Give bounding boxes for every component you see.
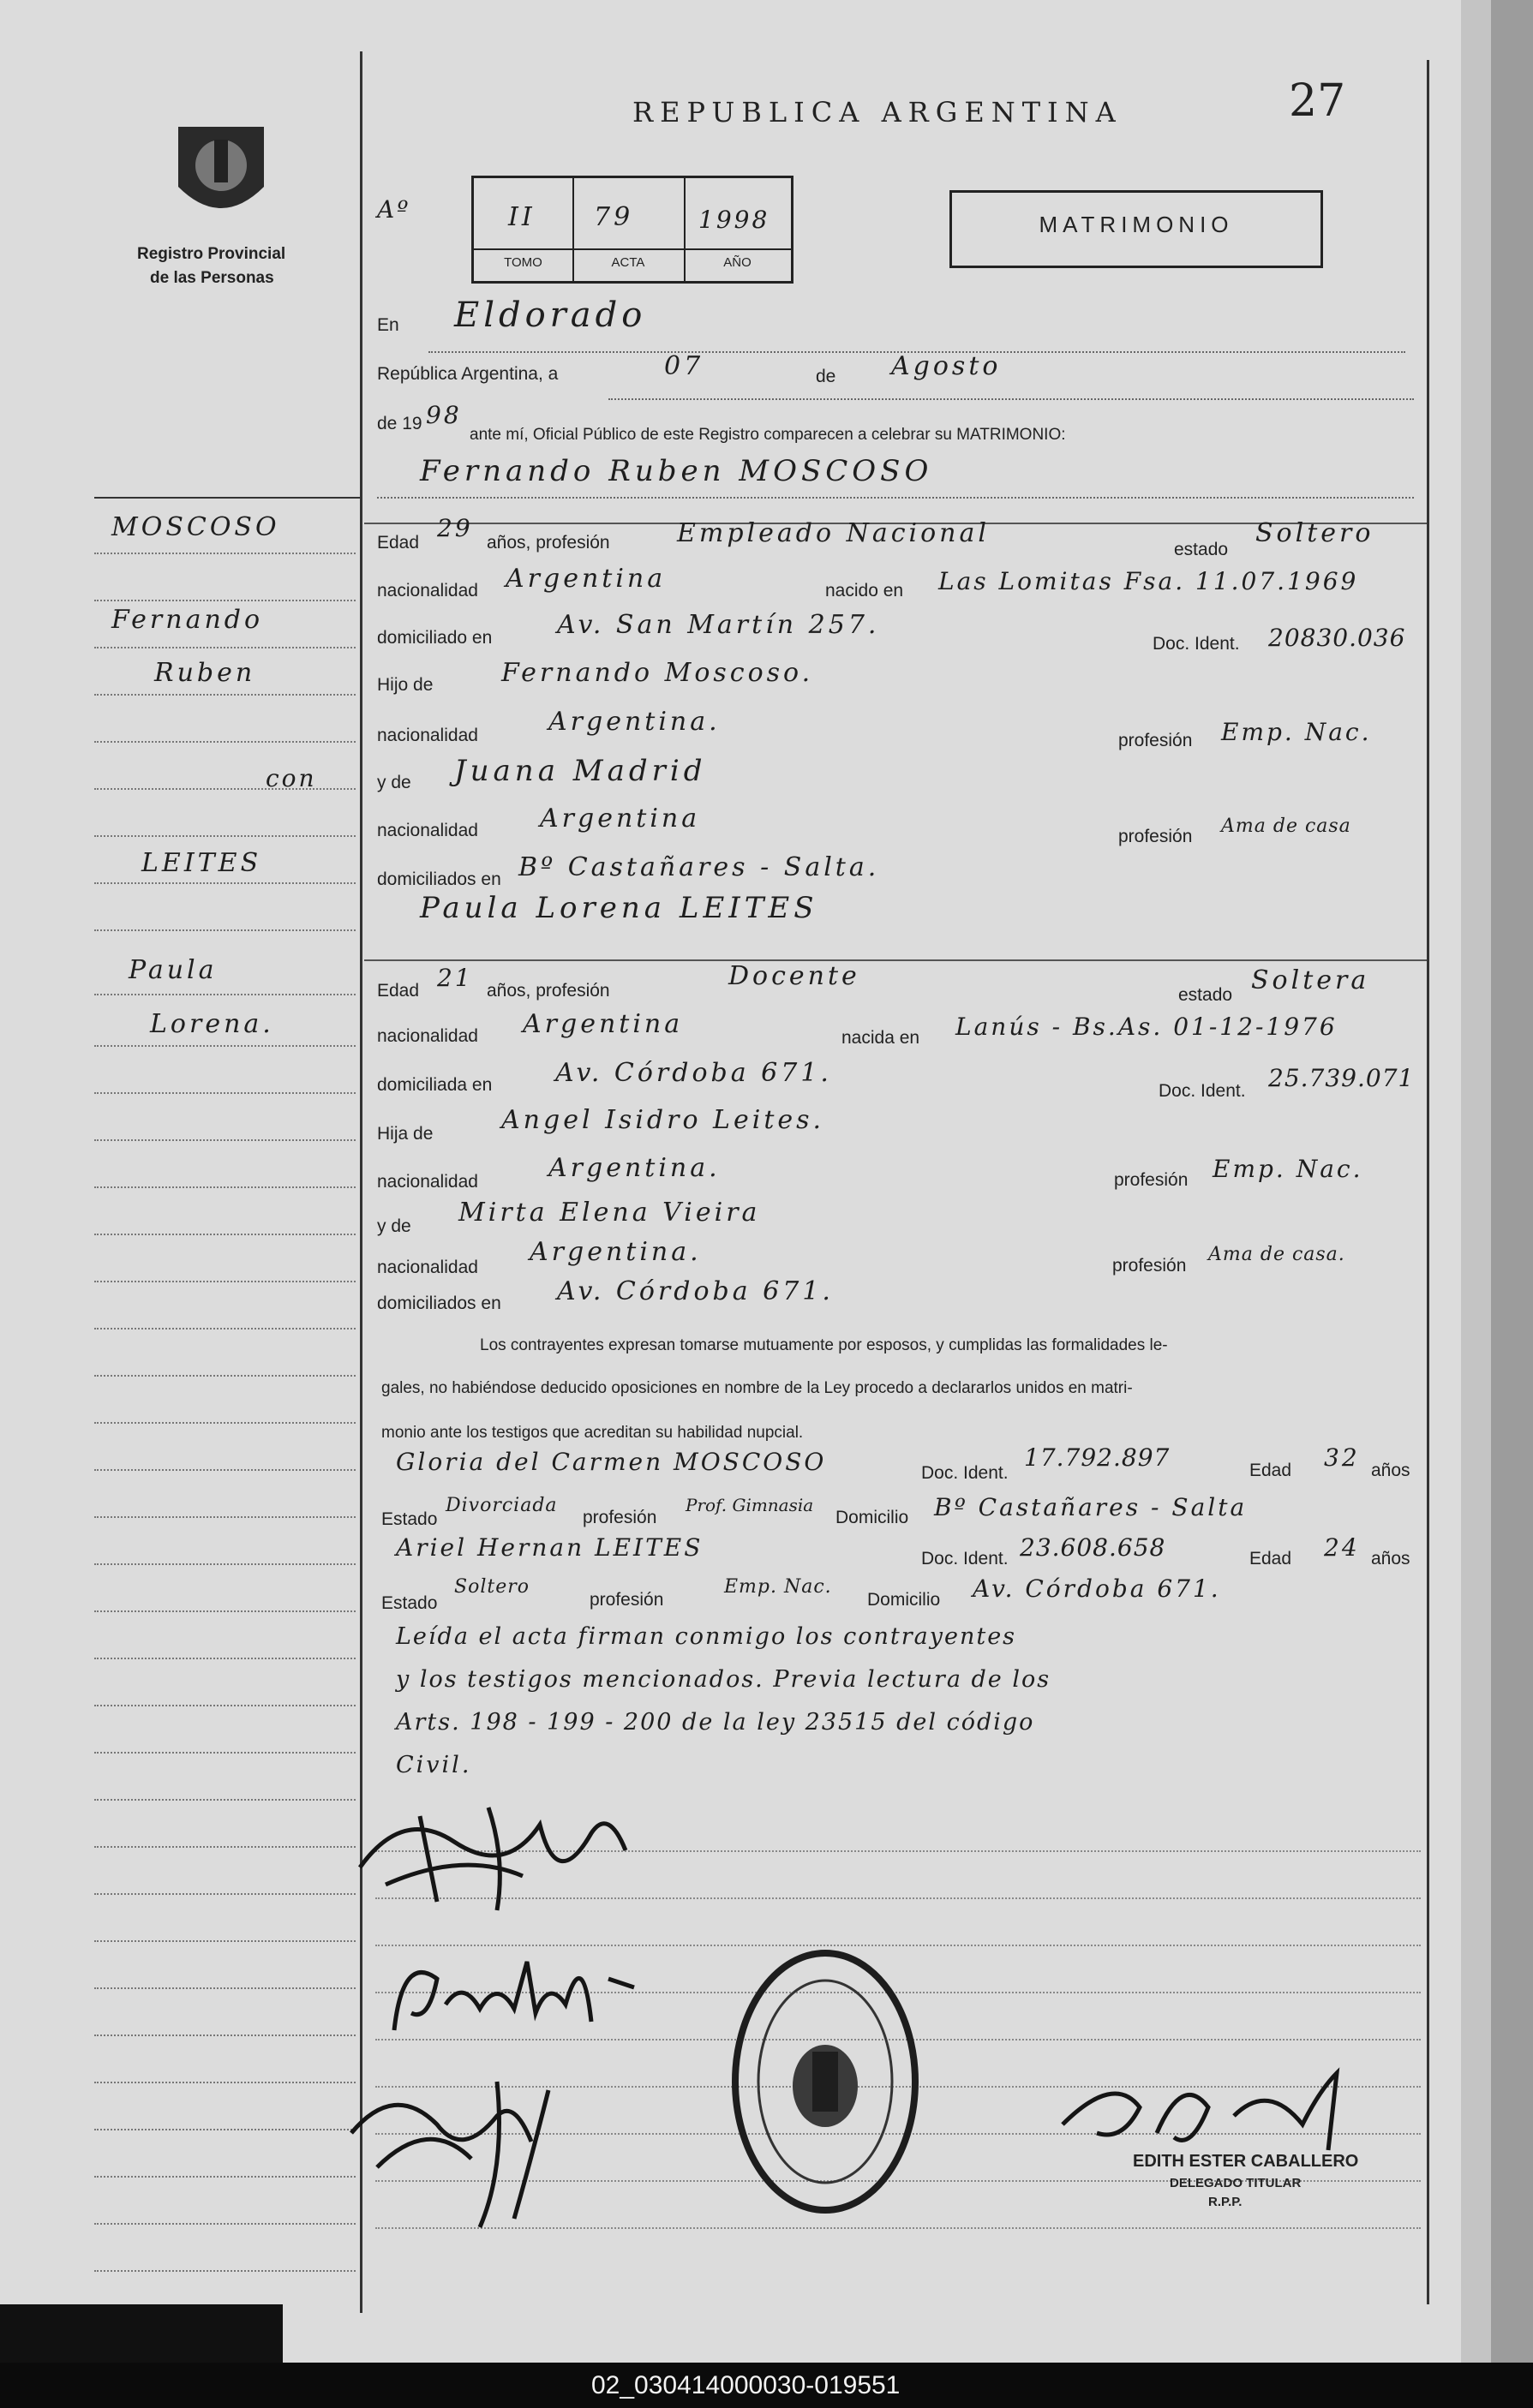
margin-con: con: [266, 764, 317, 792]
groom-estado: Soltero: [1255, 518, 1374, 548]
groom-label-nac-padre: nacionalidad: [377, 726, 478, 745]
witness1-name: Gloria del Carmen MOSCOSO: [396, 1448, 827, 1476]
witness1-label-estado: Estado: [381, 1509, 438, 1529]
year-suffix: 98: [426, 401, 462, 429]
tomo-label: TOMO: [504, 255, 542, 270]
acta-box: [471, 176, 793, 284]
bride-domicilio: Av. Córdoba 671.: [555, 1058, 832, 1088]
bride-profesion: Docente: [728, 961, 860, 991]
witness2-label-anos: años: [1371, 1549, 1410, 1568]
bride-nac-padre: Argentina.: [548, 1153, 721, 1183]
page-edge: [1461, 0, 1495, 2364]
groom-label-nacido: nacido en: [825, 581, 904, 601]
groom-nac-padre: Argentina.: [548, 707, 721, 737]
closing-line-2: y los testigos mencionados. Previa lectura de los: [396, 1666, 1051, 1693]
groom-doc: 20830.036: [1268, 624, 1406, 652]
signature-bride: [377, 1927, 651, 2064]
month: Agosto: [891, 351, 1002, 381]
ano-value: 1998: [698, 206, 770, 234]
official-seal-stamp: [727, 1940, 924, 2223]
groom-nac-madre: Argentina: [540, 804, 701, 834]
country-title: REPUBLICA ARGENTINA: [632, 96, 1123, 128]
page-number: 27: [1289, 75, 1346, 127]
groom-label-hijo: Hijo de: [377, 675, 434, 695]
groom-prof-padre: Emp. Nac.: [1221, 718, 1372, 746]
book-spine: [1491, 0, 1533, 2364]
label-republica: República Argentina, a: [377, 364, 559, 384]
bride-prof-madre: Ama de casa.: [1208, 1244, 1345, 1265]
witness2-domicilio: Av. Córdoba 671.: [973, 1574, 1221, 1603]
margin-rule: [360, 51, 362, 2313]
bride-label-estado: estado: [1178, 985, 1233, 1005]
margin-surname-2: LEITES: [141, 848, 262, 878]
groom-label-estado: estado: [1174, 540, 1229, 559]
right-rule: [1427, 60, 1429, 2304]
witness2-doc: 23.608.658: [1020, 1533, 1166, 1562]
groom-padre: Fernando Moscoso.: [501, 658, 814, 688]
bride-label-nac-madre: nacionalidad: [377, 1258, 478, 1277]
provincial-seal-icon: [170, 110, 272, 230]
witness1-edad: 32: [1324, 1443, 1360, 1472]
witness1-label-anos: años: [1371, 1461, 1410, 1480]
bride-domicilio-padres: Av. Córdoba 671.: [557, 1276, 834, 1306]
groom-label-domiciliados: domiciliados en: [377, 869, 501, 889]
bride-edad: 21: [437, 964, 473, 992]
witness1-profesion: Prof. Gimnasia: [686, 1495, 814, 1515]
signature-witness: [326, 2064, 634, 2236]
witness2-label-profesion: profesión: [590, 1590, 664, 1610]
groom-prof-madre: Ama de casa: [1221, 816, 1351, 837]
groom-domicilio-padres: Bº Castañares - Salta.: [518, 852, 880, 882]
groom-profesion: Empleado Nacional: [677, 518, 990, 548]
bride-label-domiciliada: domiciliada en: [377, 1075, 493, 1095]
witness2-estado: Soltero: [454, 1576, 530, 1598]
bride-estado: Soltera: [1251, 965, 1370, 995]
bride-label-hija: Hija de: [377, 1124, 434, 1144]
signature-groom: [334, 1790, 660, 1919]
margin-given-1b: Ruben: [154, 658, 256, 688]
witness2-label-estado: Estado: [381, 1593, 438, 1613]
groom-edad: 29: [437, 514, 473, 542]
record-type-box: [949, 190, 1323, 268]
witness2-edad: 24: [1324, 1533, 1360, 1562]
groom-label-profesion: años, profesión: [487, 533, 610, 553]
groom-label-prof-padre: profesión: [1118, 731, 1193, 750]
margin-surname-1: MOSCOSO: [111, 512, 280, 542]
bride-nacida-en: Lanús - Bs.As. 01-12-1976: [955, 1013, 1338, 1041]
label-de: de: [816, 367, 836, 386]
declaration-line-3: monio ante los testigos que acreditan su habilidad nupcial.: [381, 1424, 804, 1442]
margin-given-2b: Lorena.: [150, 1009, 274, 1039]
margin-given-2a: Paula: [129, 955, 218, 985]
bride-label-profesion: años, profesión: [487, 981, 610, 1001]
closing-line-1: Leída el acta firman conmigo los contrayentes: [396, 1623, 1017, 1650]
bride-label-prof-madre: profesión: [1112, 1256, 1187, 1276]
declaration-line-1: Los contrayentes expresan tomarse mutuamente por esposos, y cumplidas las formalidades le-: [480, 1336, 1168, 1354]
city: Eldorado: [454, 296, 647, 335]
bride-label-prof-padre: profesión: [1114, 1170, 1189, 1190]
groom-madre: Juana Madrid: [454, 754, 707, 788]
day: 07: [664, 351, 704, 381]
groom-domicilio: Av. San Martín 257.: [557, 610, 880, 640]
groom-label-nacionalidad: nacionalidad: [377, 581, 478, 601]
margin-divider: [94, 497, 362, 499]
groom-label-yde: y de: [377, 773, 411, 792]
declaration-line-2: gales, no habiéndose deducido oposiciones en nombre de la Ley procedo a declararlos unidos en matri-: [381, 1379, 1133, 1397]
bride-doc: 25.739.071: [1268, 1064, 1415, 1092]
registry-name-2: de las Personas: [150, 269, 274, 287]
bride-full-name: Paula Lorena LEITES: [420, 891, 818, 925]
witness1-estado: Divorciada: [446, 1495, 558, 1516]
bride-label-edad: Edad: [377, 981, 420, 1001]
officer-stamp-title: DELEGADO TITULAR: [1170, 2176, 1302, 2190]
acta-prefix: Aº: [377, 195, 411, 224]
officer-stamp-office: R.P.P.: [1208, 2195, 1243, 2209]
closing-line-4: Civil.: [396, 1752, 472, 1778]
witness1-domicilio: Bº Castañares - Salta: [934, 1493, 1248, 1521]
groom-label-nac-madre: nacionalidad: [377, 821, 478, 840]
witness2-profesion: Emp. Nac.: [724, 1576, 832, 1598]
witness1-label-doc: Doc. Ident.: [921, 1463, 1009, 1483]
label-en: En: [377, 315, 399, 335]
witness1-label-domicilio: Domicilio: [835, 1508, 909, 1527]
acta-label: ACTA: [611, 255, 645, 270]
groom-label-domiciliado: domiciliado en: [377, 628, 493, 648]
registry-name: Registro Provincial: [137, 245, 286, 263]
groom-label-prof-madre: profesión: [1118, 827, 1193, 846]
bride-label-doc: Doc. Ident.: [1159, 1081, 1246, 1101]
witness1-doc: 17.792.897: [1024, 1443, 1171, 1472]
ano-label: AÑO: [723, 255, 752, 270]
margin-given-1a: Fernando: [111, 605, 264, 635]
officer-stamp-name: EDITH ESTER CABALLERO: [1133, 2152, 1359, 2171]
bride-padre: Angel Isidro Leites.: [501, 1105, 825, 1135]
bride-prof-padre: Emp. Nac.: [1213, 1155, 1363, 1183]
witness2-name: Ariel Hernan LEITES: [396, 1533, 704, 1562]
scan-footer: [0, 2363, 1533, 2408]
bride-label-nacionalidad: nacionalidad: [377, 1026, 478, 1046]
tomo-value: II: [508, 202, 536, 232]
bride-label-yde: y de: [377, 1216, 411, 1236]
witness1-label-profesion: profesión: [583, 1508, 657, 1527]
file-id: 02_030414000030-019551: [591, 2371, 901, 2399]
bride-label-nacida: nacida en: [841, 1028, 920, 1048]
groom-nacido-en: Las Lomitas Fsa. 11.07.1969: [938, 567, 1359, 595]
groom-label-doc: Doc. Ident.: [1153, 634, 1240, 654]
groom-label-edad: Edad: [377, 533, 420, 553]
record-type: MATRIMONIO: [1039, 212, 1234, 237]
closing-line-3: Arts. 198 - 199 - 200 de la ley 23515 del código: [396, 1709, 1035, 1736]
witness1-label-edad: Edad: [1249, 1461, 1292, 1480]
section-divider: [364, 959, 1427, 961]
bride-label-nac-padre: nacionalidad: [377, 1172, 478, 1192]
groom-nacionalidad: Argentina: [506, 564, 667, 594]
bride-label-domiciliados: domiciliados en: [377, 1294, 501, 1313]
witness2-label-edad: Edad: [1249, 1549, 1292, 1568]
bride-nac-madre: Argentina.: [530, 1237, 702, 1267]
witness2-label-doc: Doc. Ident.: [921, 1549, 1009, 1568]
acta-value: 79: [594, 202, 634, 232]
intro-text: ante mí, Oficial Público de este Registro comparecen a celebrar su MATRIMONIO:: [470, 426, 1066, 444]
bride-madre: Mirta Elena Vieira: [458, 1198, 761, 1228]
bride-nacionalidad: Argentina: [523, 1009, 684, 1039]
groom-full-name: Fernando Ruben MOSCOSO: [420, 454, 933, 488]
label-de19: de 19: [377, 414, 422, 433]
witness2-label-domicilio: Domicilio: [867, 1590, 941, 1610]
